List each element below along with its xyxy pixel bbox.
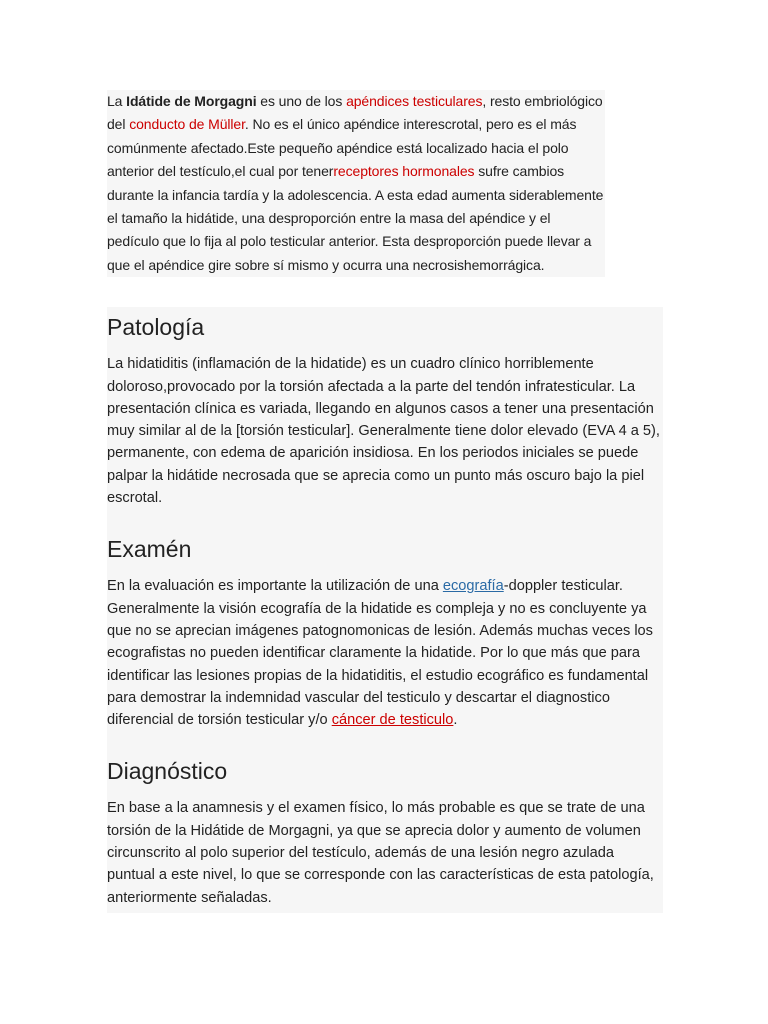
intro-text-c: . No es el único apéndice interescrotal, pero es el más comúnmente afectado.Este pequeño apéndice está localizado hacia el polo anterior del testículo,el cual por tener <box>107 116 577 180</box>
heading-examen: Examén <box>107 536 192 563</box>
link-apendices-testiculares[interactable]: apéndices testiculares <box>346 93 483 109</box>
document-page <box>107 90 663 913</box>
intro-paragraph <box>107 90 605 277</box>
intro-text-b: , resto embriológico del <box>107 93 603 133</box>
link-conducto-muller[interactable]: conducto de Müller <box>129 116 245 133</box>
section-examen <box>107 529 663 731</box>
section-patologia <box>107 307 663 509</box>
link-receptores-hormonales[interactable]: receptores hormonales <box>333 163 475 180</box>
text-diagnostico: En base a la anamnesis y el examen físico, lo más probable es que se trate de una torsión de la Hidátide de Morgagni, ya que se aprecia dolor y aumento de volumen circunscrito al polo superior del testículo, además de una lesión negro azulada puntual a este nivel, lo que se corresponde con las características de esta patología, anteriormente señaladas. <box>107 800 654 906</box>
section-diagnostico <box>107 751 663 908</box>
examen-text-end: . <box>453 712 458 729</box>
intro-text-a: es uno de los <box>256 93 347 109</box>
link-cancer-testiculo[interactable]: cáncer de testiculo <box>331 712 454 729</box>
examen-text-mid: -doppler testicular. Generalmente la visión ecografía de la hidatide es compleja y no es concluyente ya que no se aprecian imágenes patognomonicas de lesión. Además muchas veces los ecografistas no pueden identificar claramente la hidatide. Por lo que más que para identificar las lesiones propias de la hidatiditis, el estudio ecográfico es fundamental para demostrar la indemnidad vascular del testiculo y descartar el diagnostico diferencial de torsión testicular y/o <box>107 578 653 729</box>
link-ecografia[interactable]: ecografía <box>442 578 504 595</box>
intro-term-bold: Idátide de Morgagni <box>126 93 257 109</box>
heading-patologia: Patología <box>107 314 205 341</box>
sections-panel <box>107 307 663 913</box>
examen-text-start: En la evaluación es importante la utilización de una <box>107 578 443 595</box>
heading-diagnostico: Diagnóstico <box>107 758 228 785</box>
text-patologia: La hidatiditis (inflamación de la hidatide) es un cuadro clínico horriblemente doloroso,provocado por la torsión afectada a la parte del tendón infratesticular. La presentación clínica es variada, llegando en algunos casos a tener una presentación muy similar al de la [torsión testicular]. Generalmente tiene dolor elevado (EVA 4 a 5), permanente, con edema de aparición insidiosa. En los periodos iniciales se puede palpar la hidátide necrosada que se aprecia como un punto más oscuro bajo la piel escrotal. <box>107 356 660 507</box>
intro-text-start: La <box>107 93 127 109</box>
text-examen <box>107 575 663 731</box>
intro-text-end: sufre cambios durante la infancia tardía y la adolescencia. A esta edad aumenta siderablemente el tamaño la hidátide, una desproporción entre la masa del apéndice y el pedículo que lo fija al polo testicular anterior. Esta desproporción puede llevar a que el apéndice gire sobre sí mismo y ocurra una necrosishemorrágica. <box>107 163 604 273</box>
